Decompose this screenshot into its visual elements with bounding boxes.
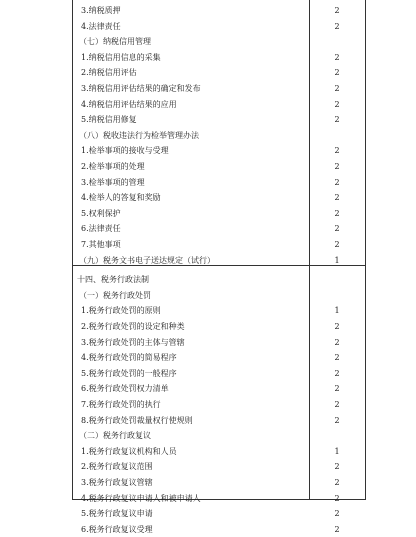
row-label: 1.检举事项的接收与受理 xyxy=(81,146,169,156)
table-row xyxy=(73,335,365,351)
table-row xyxy=(73,413,365,429)
row-label: 1.税务行政处罚的原则 xyxy=(81,306,161,316)
row-label: 4.税务行政复议申请人和被申请人 xyxy=(81,493,201,503)
row-value: 2 xyxy=(334,208,340,218)
row-value: 2 xyxy=(334,21,340,31)
row-label: 7.税务行政处罚的执行 xyxy=(81,400,161,409)
table-row xyxy=(73,81,365,97)
row-label: 2.检举事项的处理 xyxy=(81,162,145,171)
row-label: 十四、税务行政法制 xyxy=(77,275,149,285)
row-value: 2 xyxy=(334,415,340,425)
row-value: 2 xyxy=(334,177,340,187)
table-row xyxy=(73,428,365,444)
row-label: 2.税务行政处罚的设定和种类 xyxy=(81,322,185,331)
table-row xyxy=(73,190,365,206)
row-label: 5.纳税信用修复 xyxy=(81,115,137,125)
row-value: 2 xyxy=(334,84,340,93)
row-value: 2 xyxy=(334,115,340,125)
table-row xyxy=(73,237,365,253)
table-row xyxy=(73,506,365,522)
row-label: 4.税务行政处罚的简易程序 xyxy=(81,353,177,363)
table-row xyxy=(73,128,365,144)
table-row xyxy=(73,444,365,460)
table-row xyxy=(73,522,365,537)
row-value: 2 xyxy=(334,462,340,472)
row-value: 2 xyxy=(334,6,340,15)
row-label: （九）税务文书电子送达规定（试行） xyxy=(79,255,215,265)
table-row xyxy=(73,221,365,237)
table-row xyxy=(73,34,365,50)
row-value: 2 xyxy=(334,52,340,62)
row-label: 4.法律责任 xyxy=(81,21,121,31)
row-label: （一）税务行政处罚 xyxy=(79,290,151,300)
row-value: 2 xyxy=(334,68,340,78)
row-value: 2 xyxy=(334,99,340,109)
row-value: 2 xyxy=(334,384,340,394)
row-label: 1.税务行政复议机构和人员 xyxy=(81,446,177,456)
table-row xyxy=(73,253,365,269)
row-label: （二）税务行政复议 xyxy=(79,431,151,441)
row-label: 5.税务行政复议申请 xyxy=(81,509,153,519)
table-row xyxy=(73,319,365,335)
row-label: 8.税务行政处罚裁量权行使规则 xyxy=(81,415,193,425)
table-row xyxy=(73,65,365,81)
row-label: 3.税务行政处罚的主体与管辖 xyxy=(81,337,185,347)
table-row xyxy=(73,350,365,366)
table-row xyxy=(73,175,365,191)
row-label: 2.税务行政复议范围 xyxy=(81,462,153,472)
table-row xyxy=(73,272,365,288)
table-row xyxy=(73,459,365,475)
row-label: 6.税务行政处罚权力清单 xyxy=(81,384,169,394)
row-label: 7.其他事项 xyxy=(81,240,121,249)
row-value: 2 xyxy=(334,353,340,363)
table-row xyxy=(73,288,365,304)
row-label: （八）税收违法行为检举管理办法 xyxy=(79,130,199,140)
table-row xyxy=(73,143,365,159)
table-row xyxy=(73,112,365,128)
row-value: 2 xyxy=(334,400,340,409)
syllabus-table xyxy=(72,0,366,534)
row-label: 6.税务行政复议受理 xyxy=(81,524,153,534)
row-value: 1 xyxy=(334,255,340,265)
row-value: 1 xyxy=(334,446,340,456)
row-value: 1 xyxy=(334,306,340,316)
row-value: 2 xyxy=(334,509,340,519)
table-row xyxy=(73,475,365,491)
row-label: 6.法律责任 xyxy=(81,224,121,234)
table-row xyxy=(73,159,365,175)
row-value: 2 xyxy=(334,337,340,347)
row-label: 4.检举人的答复和奖励 xyxy=(81,193,161,203)
row-label: 2.纳税信用评估 xyxy=(81,68,137,78)
table-row xyxy=(73,303,365,319)
table-row xyxy=(73,206,365,222)
table-row xyxy=(73,3,365,19)
row-value: 2 xyxy=(334,493,340,503)
table-row xyxy=(73,381,365,397)
row-value: 2 xyxy=(334,322,340,331)
row-label: 3.检举事项的管理 xyxy=(81,177,145,187)
row-value: 2 xyxy=(334,524,340,534)
row-value: 2 xyxy=(334,478,340,487)
row-label: （七）纳税信用管理 xyxy=(79,37,151,47)
row-value: 2 xyxy=(334,193,340,203)
row-label: 3.纳税信用评估结果的确定和发布 xyxy=(81,84,201,93)
row-value: 2 xyxy=(334,368,340,378)
row-value: 2 xyxy=(334,240,340,249)
row-label: 5.权利保护 xyxy=(81,208,121,218)
row-label: 1.纳税信用信息的采集 xyxy=(81,52,161,62)
table-row xyxy=(73,366,365,382)
row-label: 3.纳税质押 xyxy=(81,6,121,15)
table-row xyxy=(73,397,365,413)
table-row xyxy=(73,19,365,35)
table-row xyxy=(73,50,365,66)
row-label: 4.纳税信用评估结果的应用 xyxy=(81,99,177,109)
row-label: 3.税务行政复议管辖 xyxy=(81,478,153,487)
row-label: 5.税务行政处罚的一般程序 xyxy=(81,368,177,378)
row-value: 2 xyxy=(334,224,340,234)
table-row xyxy=(73,491,365,507)
row-value: 2 xyxy=(334,146,340,156)
row-value: 2 xyxy=(334,162,340,171)
table-row xyxy=(73,97,365,113)
